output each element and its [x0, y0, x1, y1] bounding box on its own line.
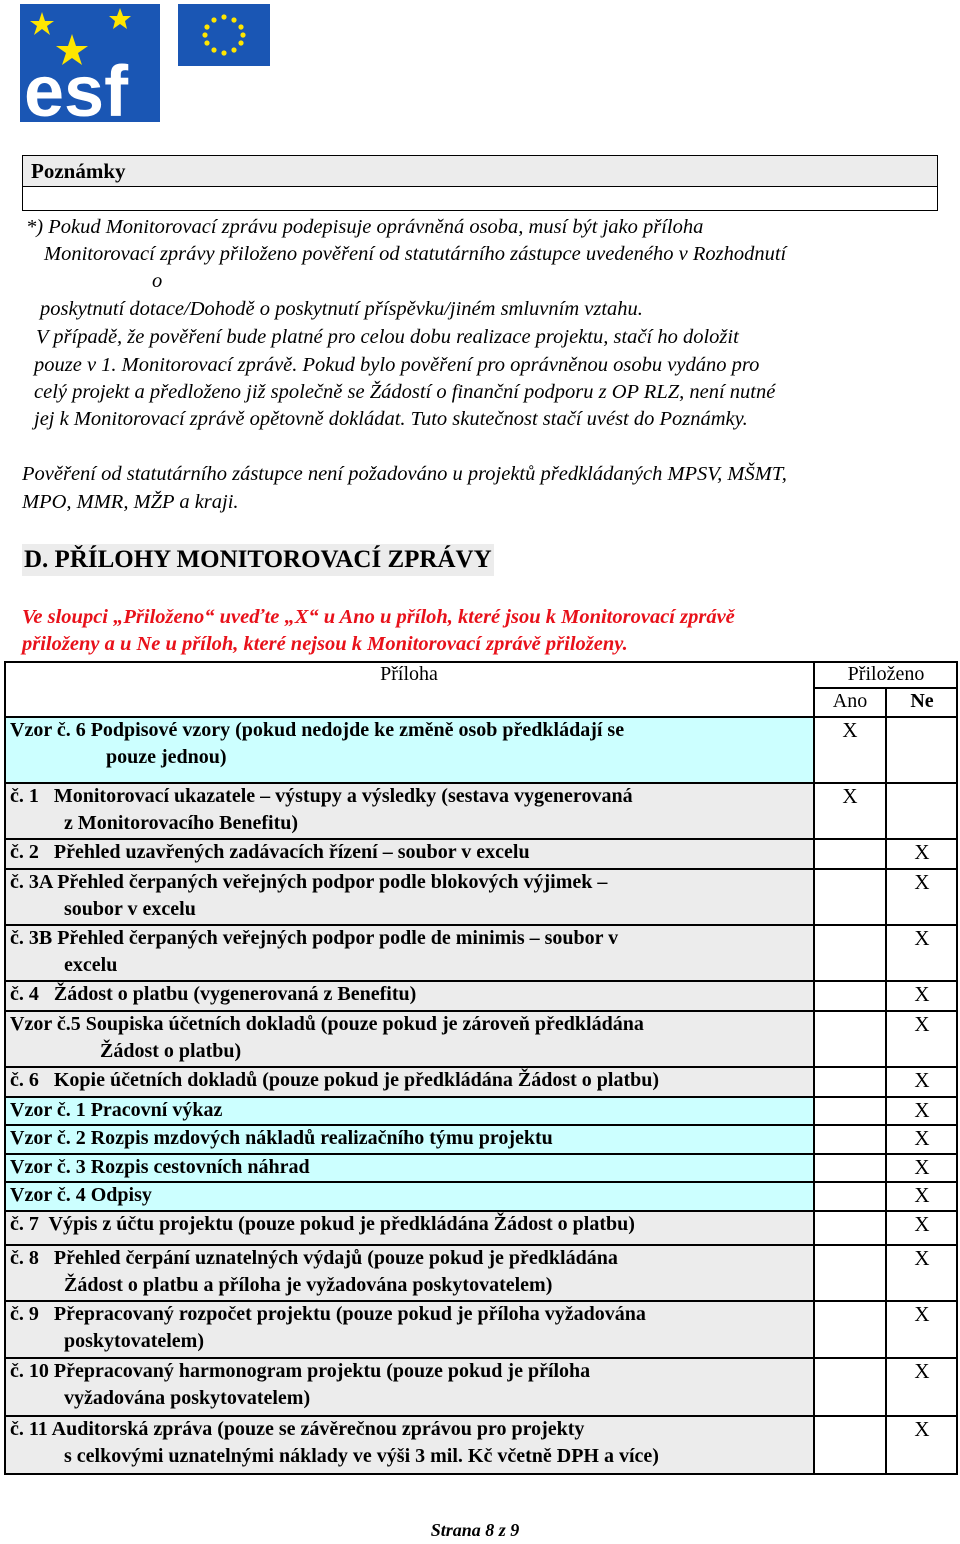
row-divider [4, 1066, 958, 1068]
notes-box [22, 155, 938, 211]
row-label-line: Vzor č.5 Soupiska účetních dokladů (pouze pokud je zároveň předkládána [10, 1013, 644, 1035]
row-divider [4, 1357, 958, 1359]
esf-logo [20, 4, 272, 128]
row-label [4, 839, 814, 869]
cell-ne: X [914, 1155, 930, 1179]
cell-ne: X [914, 1012, 930, 1036]
esf-logo-text: esf [24, 52, 129, 128]
instruction-line: přiloženy a u Ne u příloh, které nejsou k Monitorovací zprávě přiloženy. [22, 633, 628, 655]
cell-ano [814, 1301, 886, 1358]
cell-ne: X [914, 870, 930, 894]
cell-ne: X [914, 1246, 930, 1270]
row-label [4, 981, 814, 1011]
row-label-line: vyžadována poskytovatelem) [64, 1387, 311, 1409]
page-number: Strana 8 z 9 [430, 1520, 520, 1540]
row-label [4, 783, 814, 839]
row-label-line: č. 3A Přehled čerpaných veřejných podpor podle blokových výjimek – [10, 871, 608, 893]
note-line: poskytnutí dotace/Dohodě o poskytnutí příspěvku/jiném smluvním vztahu. [40, 298, 643, 320]
row-divider [4, 1300, 958, 1302]
row-label-line: č. 9 Přepracovaný rozpočet projektu (pouze pokud je příloha vyžadována [10, 1303, 646, 1325]
row-label-line: č. 1 Monitorovací ukazatele – výstupy a výsledky (sestava vygenerovaná [10, 785, 633, 807]
cell-ne: X [914, 1126, 930, 1150]
row-label-line: č. 6 Kopie účetních dokladů (pouze pokud je předkládána Žádost o platbu) [10, 1069, 660, 1091]
cell-ne: X [914, 1359, 930, 1383]
note-line: o [152, 270, 163, 292]
row-label [4, 869, 814, 925]
row-divider [4, 1153, 958, 1155]
row-divider [4, 838, 958, 840]
row-label [4, 1097, 814, 1125]
row-label [4, 1182, 814, 1211]
cell-ano [814, 1011, 886, 1067]
row-label [4, 1245, 814, 1301]
row-label [4, 925, 814, 981]
row-divider [4, 1010, 958, 1012]
header-divider [814, 687, 958, 689]
row-divider [4, 868, 958, 870]
cell-ano [814, 1097, 886, 1125]
row-label-line: č. 2 Přehled uzavřených zadávacích řízení – soubor v excelu [10, 841, 530, 863]
row-label [4, 1125, 814, 1154]
row-label-line: s celkovými uznatelnými náklady ve výši 3 mil. Kč včetně DPH a více) [64, 1445, 659, 1467]
cell-ne: X [914, 1212, 930, 1236]
row-label-line: z Monitorovacího Benefitu) [64, 812, 299, 834]
row-label-line: Vzor č. 3 Rozpis cestovních náhrad [10, 1156, 310, 1178]
row-label [4, 1301, 814, 1358]
row-divider [4, 1096, 958, 1098]
note-extra: MPO, MMR, MŽP a kraji. [22, 491, 239, 513]
cell-ano: X [842, 718, 858, 742]
row-label-line: Vzor č. 4 Odpisy [10, 1184, 152, 1206]
cell-ano [814, 1182, 886, 1211]
cell-ne: X [914, 1098, 930, 1122]
note-line: Monitorovací zprávy přiloženo pověření od statutárního zástupce uvedeného v Rozhodnutí [44, 243, 787, 265]
row-divider [4, 1181, 958, 1183]
cell-ano [814, 1067, 886, 1097]
cell-ne: X [914, 1183, 930, 1207]
note-line: V případě, že pověření bude platné pro celou dobu realizace projektu, stačí ho doložit [36, 326, 739, 348]
note-line: pouze v 1. Monitorovací zprávě. Pokud bylo pověření pro oprávněnou osobu vydáno pro [34, 354, 760, 376]
row-divider [4, 716, 958, 718]
cell-ne: X [914, 1417, 930, 1441]
cell-ano [814, 1211, 886, 1245]
row-label-line: č. 8 Přehled čerpání uznatelných výdajů (pouze pokud je předkládána [10, 1247, 618, 1269]
cell-ne [886, 717, 958, 783]
row-label [4, 1067, 814, 1097]
row-label-line: Vzor č. 2 Rozpis mzdových nákladů realizačního týmu projektu [10, 1127, 553, 1149]
row-label-line: Vzor č. 6 Podpisové vzory (pokud nedojde ke změně osob předkládají se [10, 719, 625, 741]
header-priloha: Příloha [380, 663, 438, 685]
note-line: *) Pokud Monitorovací zprávu podepisuje oprávněná osoba, musí být jako příloha [26, 216, 704, 238]
cell-ano [814, 1245, 886, 1301]
note-line: jej k Monitorovací zprávě opětovně dokládat. Tuto skutečnost stačí uvést do Poznámky. [34, 408, 748, 430]
cell-ne [886, 783, 958, 839]
cell-ano: X [842, 784, 858, 808]
row-label-line: č. 10 Přepracovaný harmonogram projektu (pouze pokud je příloha [10, 1360, 591, 1382]
row-label-line: poskytovatelem) [64, 1330, 204, 1352]
row-divider [4, 1124, 958, 1126]
cell-ano [814, 1358, 886, 1416]
cell-ano [814, 1125, 886, 1154]
cell-ne: X [914, 1302, 930, 1326]
cell-ano [814, 1154, 886, 1182]
row-label-line: č. 4 Žádost o platbu (vygenerovaná z Benefitu) [10, 983, 417, 1005]
row-divider [4, 1244, 958, 1246]
note-line: celý projekt a předloženo již společně se Žádostí o finanční podporu z OP RLZ, není nutné [34, 381, 776, 403]
row-label [4, 717, 814, 783]
row-label-line: č. 11 Auditorská zpráva (pouze se závěrečnou zprávou pro projekty [10, 1418, 585, 1440]
row-label-line: č. 7 Výpis z účtu projektu (pouze pokud je předkládána Žádost o platbu) [10, 1213, 635, 1235]
row-label [4, 1154, 814, 1182]
cell-ano [814, 981, 886, 1011]
row-label [4, 1011, 814, 1067]
row-label-line: Žádost o platbu a příloha je vyžadována poskytovatelem) [64, 1274, 553, 1296]
row-divider [4, 980, 958, 982]
header-prilozeno: Přiloženo [847, 663, 925, 685]
row-label-line: soubor v excelu [64, 898, 196, 920]
row-label [4, 1211, 814, 1245]
cell-ne: X [914, 982, 930, 1006]
cell-ano [814, 1416, 886, 1473]
row-label-line: Vzor č. 1 Pracovní výkaz [10, 1099, 223, 1121]
header-ano: Ano [832, 690, 868, 712]
note-extra: Pověření od statutárního zástupce není požadováno u projektů předkládaných MPSV, MŠMT, [22, 463, 787, 485]
eu-flag [178, 4, 270, 66]
row-divider [4, 924, 958, 926]
row-divider [4, 1415, 958, 1417]
cell-ne: X [914, 926, 930, 950]
row-label-line: Žádost o platbu) [100, 1040, 242, 1062]
row-label [4, 1416, 814, 1473]
cell-ne: X [914, 1068, 930, 1092]
cell-ne: X [914, 840, 930, 864]
row-label-line: excelu [64, 954, 118, 976]
row-label-line: č. 3B Přehled čerpaných veřejných podpor podle de minimis – soubor v [10, 927, 619, 949]
row-label [4, 1358, 814, 1416]
notes-header: Poznámky [23, 156, 937, 187]
cell-ano [814, 925, 886, 981]
row-divider [4, 1210, 958, 1212]
cell-ano [814, 869, 886, 925]
header-ne: Ne [910, 690, 934, 712]
section-title: D. PŘÍLOHY MONITOROVACÍ ZPRÁVY [22, 544, 494, 576]
cell-ano [814, 839, 886, 869]
row-label-line: pouze jednou) [106, 746, 227, 768]
row-divider [4, 782, 958, 784]
instruction-line: Ve sloupci „Přiloženo“ uveďte „X“ u Ano u příloh, které jsou k Monitorovací zprávě [22, 606, 735, 628]
